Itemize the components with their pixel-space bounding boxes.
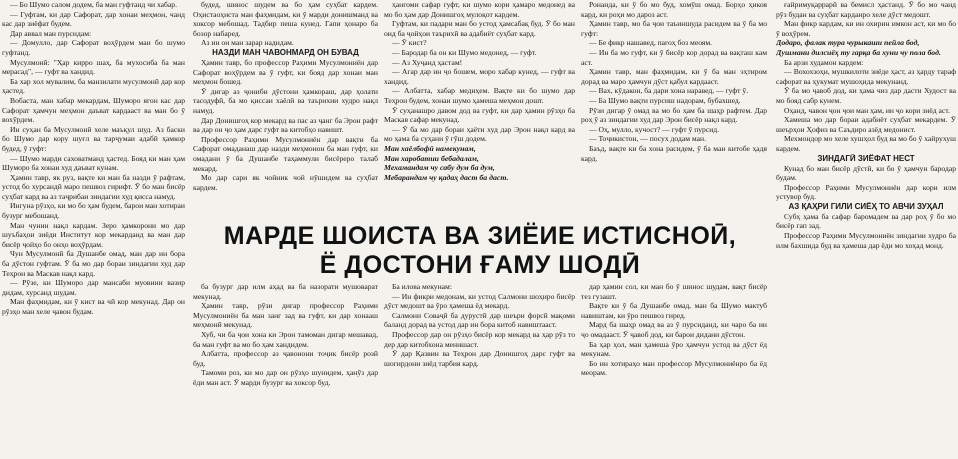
paragraph: — Вохохзоҳи, мушкилоти зиёде ҳаст, аз ҳарду тараф сафорат ва ҳукумат мушоҳида мекунанд.	[776, 67, 956, 86]
paragraph: Профессор Раҳими Мусулмониён дар кори илм устувор буд.	[776, 182, 956, 202]
paragraph: — Бо Шумо салом додем, ба ман гуфтанд чи хабар.	[10, 0, 177, 9]
paragraph: Ман фикр кардам, ки ин охирин имкон аст, ки мо бо ӯ воҳӯрем.	[776, 19, 956, 38]
poem-line: Ман харобатии бебадалам,	[384, 153, 479, 163]
paragraph: Салмони Соваҷӣ ба дурустӣ дар шеъри форсӣ мақоми баланд дорад ва устод дар ин бора китоб навиштааст.	[384, 310, 575, 330]
paragraph: Ба ҳар ҳол, ман ҳамеша ӯро ҳамчун устод ва дӯст ёд мекунам.	[581, 339, 767, 359]
paragraph: Баъд, вақте ки ба хона расидем, ӯ ба ман китобе ҳадя кард.	[581, 143, 767, 163]
paragraph: Профессор Раҳими Мусулмониён дар вақти ба Сафорат омаданаш дар назди меҳмонон ба ман гуфт, ки омадани ӯ ба Душанбе таҳаммули бисёреро талаб мекард.	[193, 134, 378, 173]
poem-line: Мехамандам чу сабу дум ба дум,	[384, 163, 495, 173]
paragraph: — Гуфтам, ки дар Сафорат, дар хонаи меҳмон, чанд кас дар зиёфат будем.	[2, 9, 185, 29]
article-column-3-lower	[384, 282, 575, 459]
paragraph: Чун Мусулмонӣ ба Душанбе омад, ман дар ин бора ба дӯстон гуфтам. Ӯ ба мо дар бораи зиндагии худ дар Теҳрон ва Маскав нақл кард.	[2, 249, 185, 278]
paragraph: Ҳамин тавр, ман фаҳмидам, ки ӯ ба ман эҳтиром дорад ва маро ҳамчун дӯст қабул кардааст.	[581, 67, 767, 86]
paragraph: Ӯ суҳанашро давом дод ва гуфт, ки дар ҳамин рӯзҳо ба Маскав сафар мекунад.	[384, 105, 575, 125]
paragraph: — Ӯ ба мо дар бораи ҳаёти худ дар Эрон нақл кард ва мо ҳама ба суҳани ӯ гӯш додем.	[384, 124, 575, 144]
paragraph: Ба арзи худамон кардем:	[784, 57, 864, 67]
paragraph: Ҳамин тавр, як руз, вақте ки ман ба назди ӯ рафтам, устод бо хурсандӣ маро пешвоз гирифт. Ӯ бо ман бисёр суҳбат кард ва аз таҷрибаи зиндагии худ қисса намуд.	[2, 172, 185, 201]
paragraph: Ӯ ба мо ҷавоб дод, ки ҳама чиз дар дасти Худост ва мо бояд сабр кунем.	[776, 86, 956, 105]
paragraph: — Албатта, хабар медиҳем. Вақте ки бо шумо дар Теҳрон будем, хонаи шумо ҳамеша меҳмон дошт.	[384, 86, 575, 105]
paragraph: — Вах, кӯдакон, ба дари хона наравед, — гуфт ӯ.	[589, 86, 749, 96]
paragraph: Аз ин он ман зарар надидам.	[201, 38, 294, 48]
paragraph: Вобаста, ман хабар мекардам, Шуморо ягон кас дар Сафорат ҳамчун меҳмон даъват кардааст ва ман бо ӯ вохӯрдем.	[2, 95, 185, 125]
paragraph: Ронанда, ки ӯ бо мо буд, хомӯш омад. Борҳо ҳикоя кард, ки роҳи мо дароз аст.	[581, 0, 767, 19]
poem-line: Мебарандам чу қадаҳ даст ба даст.	[384, 172, 509, 182]
article-column-2-lower	[193, 282, 378, 459]
paragraph: Профессор дар он рӯзҳо бисёр кор мекард ва ҳар рӯз то дер дар китобхона менишаст.	[384, 329, 575, 349]
paragraph: — Агар дар ин ҷо бошем, моро хабар кунед, — гуфт ва хандид.	[384, 67, 575, 86]
paragraph: Ба илова мекунам:	[392, 282, 452, 291]
paragraph: — Домулло, дар Сафорат воҳӯрдем ман бо шумо гуфтанд.	[2, 38, 185, 57]
paragraph: Гуфтам, ки падари ман бо устод ҳамсабақ буд. Ӯ бо ман оид ба ҷойҳои таърихӣ ва адабиёт суҳбат кард.	[384, 19, 575, 38]
paragraph: будед, шинос шудем ва бо ҳам суҳбат кардем. Оҳистаоҳиста ман фаҳмидам, ки ӯ марди донишманд ва хоксор мебошад. Тадбир пеша кунед. Гапи ҳонаро ба бозор набаред.	[193, 0, 378, 38]
paragraph: Ӯ дар Қазвин ва Теҳрон дар Донишгоҳ дарс гуфт ва шогирдони зиёд тарбия кард.	[384, 349, 575, 368]
paragraph: Вақте ки ӯ ба Душанбе омад, ман ба Шумо мактуб навиштам, ки ӯро пешвоз гиред.	[581, 301, 767, 320]
paragraph: Дар Донишгоҳ кор мекард ва пас аз ҷанг ба Эрон рафт ва дар он ҷо ҳам дарс гуфт ва китобҳо навишт.	[193, 115, 378, 135]
paragraph: Тамоми роз, ки мо дар он рӯзҳо шунидем, ҳанӯз дар ёди ман аст. Ӯ марди бузург ва хоксор буд.	[193, 368, 378, 387]
article-column-4	[581, 0, 767, 222]
subheading: ЗИНДАГӢ ЗИЁФАТ НЕСТ	[817, 153, 915, 163]
paragraph: Ин суҳан ба Мусулмонӣ хеле маъқул шуд. Аз баски бо Шумо дар кору шуғл ва тарҷумаи адабӣ ҳамкор будед, ӯ гуфт:	[2, 124, 185, 153]
paragraph: — Ин фикри медонам, ки устод Салмони шоҳиро бисёр дӯст медошт ва ӯро ҳамеша ёд мекард.	[384, 291, 575, 311]
paragraph: дар ҳамин сол, ки ман бо ӯ шинос шудам, вақт бисёр тез гузашт.	[581, 282, 767, 301]
paragraph: Кунад бо ман бисёр дӯстӣ, ки бо ӯ ҳамчун бародар будам.	[776, 163, 956, 183]
paragraph: Рӯзи дигар ӯ омад ва мо бо ҳам ба шаҳр рафтем. Дар роҳ ӯ аз зиндагии худ дар Эрон бисёр нақл кард.	[581, 105, 767, 125]
paragraph: — Аз Хуҷанд ҳастам!	[392, 57, 463, 67]
paragraph: Мард ба шаҳр омад ва аз ӯ пурсиданд, ки чаро ба ин ҷо омадааст. Ӯ ҷавоб дод, ки барои дидани дӯстон.	[581, 320, 767, 339]
article-column-2	[193, 0, 378, 222]
paragraph: Ҳамин тавр, бо профессор Раҳими Мусулмониён дар Сафорат воҳӯрдем ва ӯ гуфт, ки бояд дар хонаи ман меҳмон бошед.	[193, 57, 378, 87]
poem-line: Душмани дилсиёҳ ту гарқа ба хуни чу пола бод.	[776, 47, 941, 57]
paragraph: Дар аввал ман пурсидам:	[10, 28, 92, 38]
article-column-4-lower	[581, 282, 767, 459]
paragraph: Ҳамин тавр, мо ба ҷои таъиншуда расидем ва ӯ ба мо гуфт:	[581, 19, 767, 38]
paragraph: ғайримуқаррарӣ ва бемисл ҳастанд. Ӯ бо мо чанд рӯз будан ва суҳбат карданро хеле дӯст медошт.	[776, 0, 956, 19]
paragraph: Ман фаҳмидам, ки ӯ кист ва чӣ кор мекунад. Дар он рӯзҳо ман хеле ҷавон будам.	[2, 297, 185, 316]
paragraph: — Ӯ кист?	[392, 38, 427, 48]
paragraph: Бо ин хотираҳо ман профессор Мусулмониёнро ба ёд меорам.	[581, 358, 767, 378]
paragraph: Оҳанд, чавон ҷон ҷои ман ҳам, ин ҷо кори зиёд аст.	[784, 105, 950, 115]
paragraph: — Тоҷикистон, — посух додам ман.	[589, 134, 707, 144]
article-column-1	[2, 0, 185, 459]
paragraph: Ингуна рӯзҳо, ки мо бо ҳам будем, барои ман хотираи бузург мебошанд.	[2, 201, 185, 221]
paragraph: — Ин ба мо гуфт, ки ӯ бисёр кор дорад ва вақташ кам аст.	[581, 47, 767, 67]
subheading: НАЗДИ МАН ЧАВОНМАРД ОН БУВАД	[212, 47, 359, 57]
paragraph: — Ба Шумо вақти пурсиш надорам, бубахшед.	[589, 95, 741, 105]
subheading: АЗ ҚАҲРИ ГИЛИ СИЁҲ ТО АВЧИ ЗУҲАЛ	[788, 201, 944, 211]
paragraph: — Рӯзе, ки Шуморо дар мансаби муовини вазир дидам, хурсанд шудам.	[2, 278, 185, 297]
paragraph: Ба хар хол мувалим, ба манзилати мусулмонӣ дар кор ҳастед.	[2, 76, 185, 96]
poem-line: Ман хаёлбофӣ намекунам,	[384, 143, 476, 153]
paragraph: Мусулмонӣ: "Ҳар кирро шаҳ, ба мухосиба ба ман мерасад", — гуфт ва хандид.	[2, 57, 185, 77]
paragraph: Хамеша мо дар бораи адабиёт суҳбат мекардем. Ӯ шеърҳои Ҳофиз ва Саъдиро азёд медонист.	[776, 115, 956, 134]
paragraph: ҳангоми сафар гуфт, ки шумо кори ҳамаро медонед ва мо бо ҳам дар Донишгоҳ мулоқот кардем.	[384, 0, 575, 19]
paragraph: Ҳамин тавр, рӯзи дигар профессор Раҳими Мусулмониён ба ман занг зад ва гуфт, ки дар хонааш меҳмонӣ мекунад.	[193, 301, 378, 330]
headline-line-2: Ё ДОСТОНИ ҒАМУ ШОДӢ	[319, 251, 641, 279]
article-column-5	[776, 0, 956, 459]
paragraph: — Бародар ба он ки Шумо медонед, — гуфт.	[392, 47, 537, 57]
paragraph: Мехмондор мо хеле хушҳол буд ва мо бо ӯ хайрухуш кардем.	[776, 134, 956, 153]
paragraph: Мо дар сари як чойник чой нӯшидем ва суҳбат кардем.	[193, 173, 378, 192]
paragraph: Ӯ дигар аз ҷониби дӯстони ҳамкораш, дар ҳолати тасодуфӣ, ба мо қиссаи хаёлӣ ва таърихии худро нақл намуд.	[193, 86, 378, 115]
paragraph: Ман чунин нақл кардам. Зеро ҳамкорони мо дар шуъбаҳои зиёди Институт кор мекарданд ва ман дар бисёр ҷойҳо бо онҳо воҳӯрдам.	[2, 220, 185, 249]
paragraph: ба бузург дар илм аҳад ва ба назорати мушоварат мекунад.	[193, 282, 378, 301]
paragraph: — Бе фикр нашавед, пагоҳ боз меоям.	[589, 38, 713, 48]
paragraph: — Оҳ, мулло, кучост? — гуфт ӯ пурсид.	[589, 124, 720, 134]
paragraph: Албатта, профессор аз ҷавонони тоҷик бисёр розӣ буд.	[193, 349, 378, 368]
paragraph: Хуб, чи ба ҷои хона ки Эрон тамоман дигар мешавад, ба ман гуфт ва мо бо ҳам хандидем.	[193, 329, 378, 349]
headline-line-1: МАРДЕ ШОИСТА ВА ЗИЁИЕ ИСТИСНОӢ,	[223, 222, 737, 250]
paragraph: — Шумо марди саховатманд ҳастед. Бояд ки ман ҳам Шуморо ба хонаи худ даъват кунам.	[2, 153, 185, 173]
article-headline	[193, 222, 767, 282]
article-column-3	[384, 0, 575, 222]
paragraph: Профессор Раҳими Мусулмониён зиндагии худро ба илм бахшида буд ва ҳамеша дар ёди мо хоҳад монд.	[776, 231, 956, 250]
paragraph: Субҳ ҳама ба сафар баромадем ва дар роҳ ӯ бо мо бисёр гап зад.	[776, 211, 956, 231]
poem-line: Додаро, фалак тура чурыкаши пейла бод,	[776, 38, 920, 48]
